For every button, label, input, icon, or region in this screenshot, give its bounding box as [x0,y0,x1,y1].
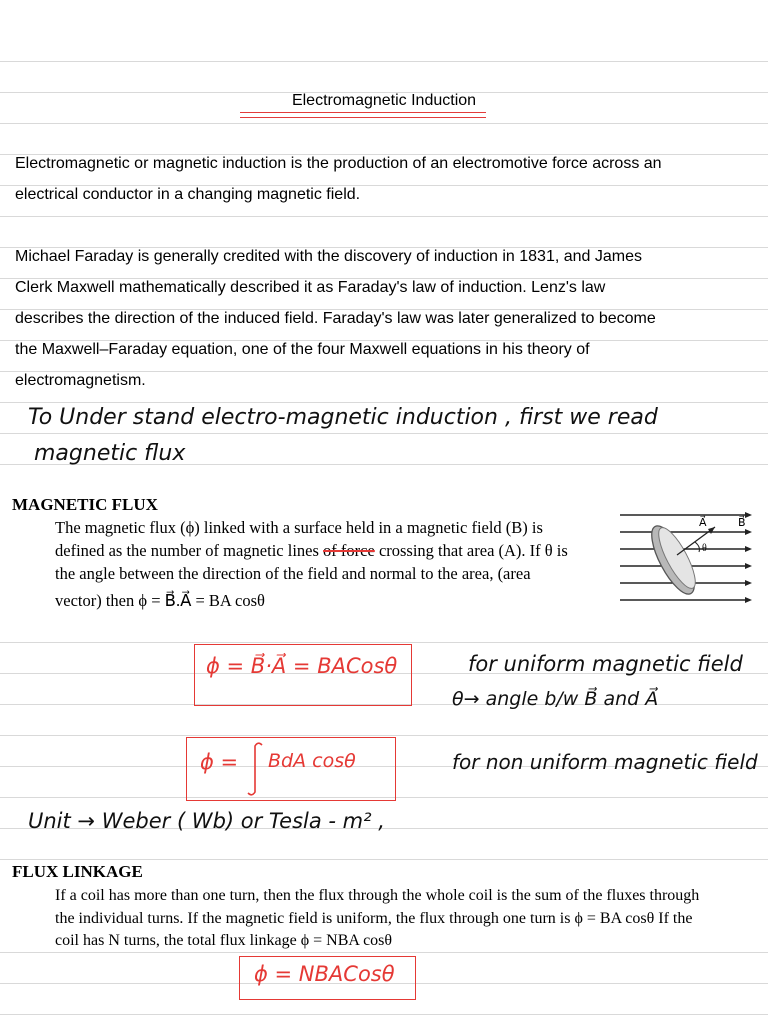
section-heading-magnetic-flux: MAGNETIC FLUX [12,495,158,514]
handwritten-note-flux: magnetic flux [34,441,186,466]
title-underline-2 [240,117,486,118]
paragraph-line: Michael Faraday is generally credited with the discovery of induction in 1831, and James [15,248,642,265]
flux-text-line: The magnetic flux (ϕ) linked with a surface held in a magnetic field (B) is [55,518,543,537]
formula-uniform: ϕ = B⃗·A⃗ = BACosθ [206,654,398,678]
flux-disc-diagram [615,505,765,605]
page-title: Electromagnetic Induction [291,92,477,109]
intro-paragraph [15,148,760,210]
linkage-text-line: coil has N turns, the total flux linkage ϕ = NBA cosθ [55,932,393,949]
note-nonuniform-field: for non uniform magnetic field [452,750,758,774]
flux-text-line: vector) then ϕ = B⃗.A⃗ = BA cosθ [55,591,265,610]
section-heading-flux-linkage: FLUX LINKAGE [12,862,143,881]
paragraph-line: Clerk Maxwell mathematically described it as Faraday's law of induction. Lenz's law [15,279,606,296]
unit-note: Unit → Weber ( Wb) or Tesla - m² , [28,809,385,833]
title-underline [240,112,486,113]
magnetic-flux-text [55,516,605,612]
diagram-label-b: B⃗ [738,517,746,529]
struck-text: of force [323,541,375,560]
flux-text-part: crossing that area (A). If θ is [374,541,568,560]
flux-text-line [55,539,605,562]
integral-sign-icon [244,740,266,798]
area-vector [677,527,715,555]
formula-nonuniform-lhs: ϕ = [200,750,239,774]
flux-text-part: defined as the number of magnetic lines [55,541,324,560]
diagram-label-a: A⃗ [699,517,707,529]
flux-text-line: the angle between the direction of the field and normal to the area, (area [55,564,531,583]
paragraph-line: electrical conductor in a changing magnetic field. [15,186,361,203]
note-uniform-field: for uniform magnetic field [468,652,743,676]
paragraph-line: describes the direction of the induced field. Faraday's law was later generalized to become [15,310,656,327]
paragraph-line: Electromagnetic or magnetic induction is the production of an electromotive force across an [15,155,662,172]
formula-nonuniform-integrand: BdA cosθ [268,750,356,772]
note-angle: θ→ angle b/w B⃗ and A⃗ [452,688,659,710]
history-paragraph [15,241,760,396]
diagram-label-theta: θ [702,543,707,554]
linkage-text-line: If a coil has more than one turn, then the flux through the whole coil is the sum of the fluxes through [55,887,700,904]
handwritten-note-intro: To Under stand electro-magnetic induction , first we read [28,405,658,430]
flux-linkage-text [55,885,765,953]
paragraph-line: the Maxwell–Faraday equation, one of the four Maxwell equations in his theory of [15,341,590,358]
linkage-text-line: the individual turns. If the magnetic field is uniform, the flux through one turn is ϕ = BA cosθ If the [55,909,693,927]
paragraph-line: electromagnetism. [15,372,146,389]
formula-linkage: ϕ = NBACosθ [254,962,395,986]
